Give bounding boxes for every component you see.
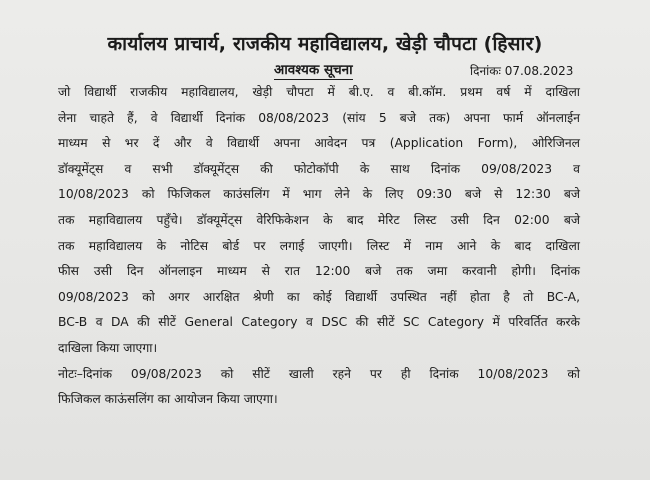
notice-line: लेना चाहते हैं, वे विद्यार्थी दिनांक 08/08/2023 (सांय 5 बजे तक) अपना फार्म ऑनलाईन	[58, 110, 580, 125]
notice-line: 10/08/2023 को फिजिकल काउंसलिंग में भाग लेने के लिए 09:30 बजे से 12:30 बजे	[58, 187, 580, 202]
notice-line: फीस उसी दिन ऑनलाइन माध्यम से रात 12:00 बजे तक जमा करवानी होगी। दिनांक	[58, 264, 580, 279]
notice-line: डॉक्यूमेंट्स व सभी डॉक्यूमेंट्स की फोटोकॉपी के साथ दिनांक 09/08/2023 व	[58, 161, 580, 176]
notice-line: जो विद्यार्थी राजकीय महाविद्यालय, खेड़ी चौपटा में बी.ए. व बी.कॉम. प्रथम वर्ष में दाखिला	[58, 85, 580, 99]
notice-line: तक महाविद्यालय के नोटिस बोर्ड पर लगाई जाएगी। लिस्ट में नाम आने के बाद दाखिला	[58, 238, 580, 253]
notice-line: BC-B व DA की सीटें General Category व DSC की सीटें SC Category में परिवर्तित करके	[58, 315, 580, 330]
notice-line: तक महाविद्यालय पहुँचे। डॉक्यूमेंट्स वेरिफिकेशन के बाद मेरिट लिस्ट उसी दिन 02:00 बजे	[58, 212, 580, 227]
notice-heading: आवश्यक सूचना	[274, 62, 353, 78]
note-line: नोटः–दिनांक 09/08/2023 को सीटें खाली रहने पर ही दिनांक 10/08/2023 को	[58, 366, 580, 381]
office-title: कार्यालय प्राचार्य, राजकीय महाविद्यालय, खेड़ी चौपटा (हिसार)	[107, 33, 543, 55]
notice-line: 09/08/2023 को अगर आरक्षित श्रेणी का कोई विद्यार्थी उपस्थित नहीं होता है तो BC-A,	[58, 289, 580, 304]
notice-date: दिनांकः 07.08.2023	[470, 64, 574, 78]
notice-body	[58, 80, 580, 413]
note-line: फिजिकल काऊंसलिंग का आयोजन किया जाएगा।	[58, 392, 278, 407]
notice-line: माध्यम से भर दें और वे विद्यार्थी अपना आवेदन पत्र (Application Form), ओरिजिनल	[58, 136, 580, 151]
notice-line: दाखिला किया जाएगा।	[58, 340, 158, 355]
